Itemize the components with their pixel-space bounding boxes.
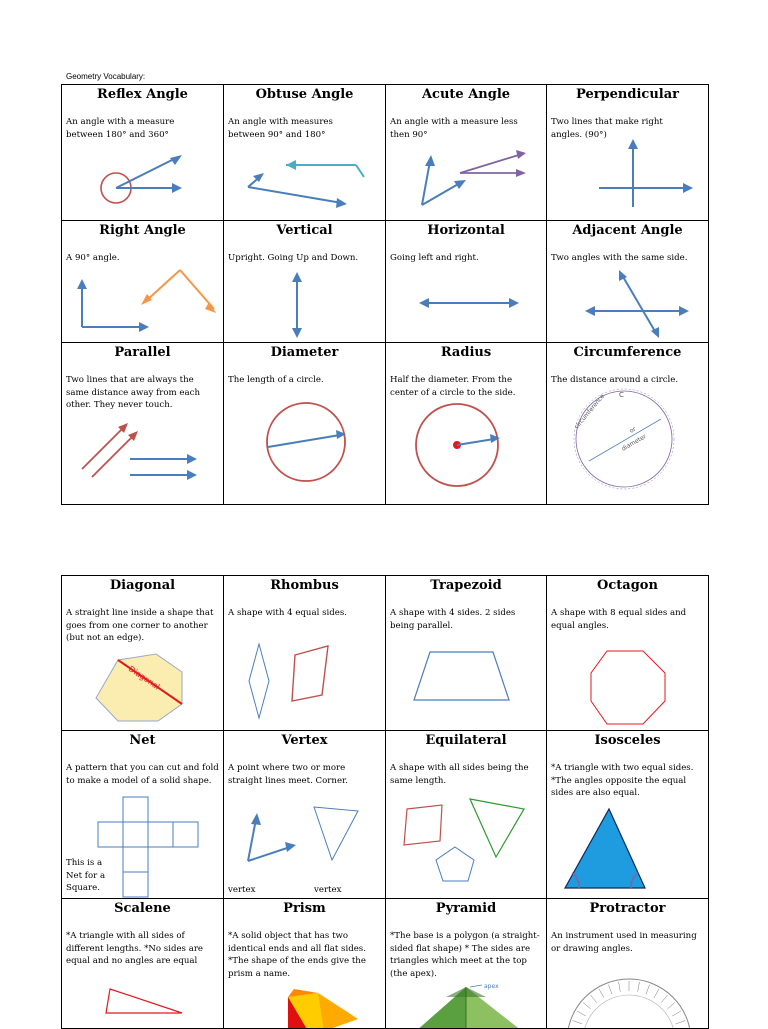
rhombus-figure bbox=[224, 578, 386, 731]
protractor-tick bbox=[638, 982, 640, 992]
pyramid-figure bbox=[386, 901, 547, 1029]
acute-angle-figure bbox=[386, 87, 547, 221]
vertex-figure bbox=[224, 733, 386, 899]
term-title: Octagon bbox=[597, 578, 658, 593]
cell-protractor bbox=[547, 899, 709, 1029]
circ-label-text: circumference bbox=[573, 392, 607, 431]
circumference-figure bbox=[547, 345, 709, 505]
term-title: Net bbox=[129, 733, 156, 748]
cell-circumference bbox=[547, 343, 709, 505]
term-title: Vertical bbox=[276, 223, 333, 238]
term-definition: Half the diameter. From the center of a circle to the side. bbox=[390, 375, 516, 398]
protractor-tick bbox=[599, 989, 604, 998]
term-definition: *A triangle with all sides of different lengths. *No sides are equal and no angles are equal bbox=[66, 931, 204, 966]
cell-perpendicular bbox=[547, 85, 709, 221]
term-definition: *The base is a polygon (a straight-sided flat shape) * The sides are triangles which meet at the top (the apex). bbox=[390, 931, 540, 979]
trapezoid-figure bbox=[386, 578, 547, 731]
term-definition: A shape with 4 equal sides. bbox=[228, 608, 347, 618]
parallel-lines-figure bbox=[62, 345, 224, 505]
circ-c-text: C bbox=[619, 391, 624, 399]
cell-reflex-angle bbox=[62, 85, 224, 221]
term-definition: Two lines that make right angles. (90°) bbox=[551, 117, 663, 140]
vertex-label-2: vertex bbox=[314, 885, 342, 895]
document-label: Geometry Vocabulary: bbox=[66, 72, 146, 81]
term-definition: A shape with all sides being the same length. bbox=[390, 763, 529, 786]
term-definition: A straight line inside a shape that goes from one corner to another (but not an edge). bbox=[66, 608, 214, 643]
vertical-arrow-figure bbox=[224, 223, 386, 343]
cell-prism bbox=[224, 899, 386, 1029]
term-title: Diagonal bbox=[109, 578, 176, 593]
cell-equilateral bbox=[386, 731, 547, 899]
term-title: Circumference bbox=[573, 345, 682, 360]
term-definition: Upright. Going Up and Down. bbox=[228, 253, 359, 263]
term-definition: Two lines that are always the same distance away from each other. They never touch. bbox=[66, 375, 200, 410]
protractor-figure bbox=[547, 901, 709, 1029]
term-title: Scalene bbox=[114, 901, 171, 916]
cell-adjacent-angle bbox=[547, 221, 709, 343]
horizontal-arrow-figure bbox=[386, 223, 547, 343]
vocab-table-1 bbox=[61, 84, 709, 505]
apex-label-text: apex bbox=[484, 983, 499, 990]
protractor-tick bbox=[672, 1011, 681, 1016]
protractor-tick bbox=[619, 982, 621, 992]
reflex-angle-figure bbox=[62, 87, 224, 221]
term-title: Radius bbox=[440, 345, 492, 360]
cell-octagon bbox=[547, 576, 709, 731]
protractor-tick bbox=[590, 995, 596, 1003]
cell-right-angle bbox=[62, 221, 224, 343]
protractor-tick bbox=[577, 1011, 586, 1016]
term-title: Trapezoid bbox=[430, 578, 502, 593]
net-note: This is a Net for a Square. bbox=[66, 858, 106, 893]
term-title: Diameter bbox=[270, 345, 339, 360]
cell-diagonal bbox=[62, 576, 224, 731]
cell-obtuse-angle bbox=[224, 85, 386, 221]
term-title: Right Angle bbox=[99, 223, 186, 238]
adjacent-angle-figure bbox=[547, 223, 709, 343]
protractor-tick bbox=[676, 1020, 685, 1023]
cell-vertex bbox=[224, 731, 386, 899]
circ-diameter-text: diameter bbox=[620, 433, 648, 453]
term-definition: Two angles with the same side. bbox=[551, 253, 688, 263]
term-definition: A pattern that you can cut and fold to make a model of a solid shape. bbox=[66, 763, 219, 786]
cell-isosceles bbox=[547, 731, 709, 899]
cell-acute-angle bbox=[386, 85, 547, 221]
term-definition: An angle with a measure less then 90° bbox=[390, 117, 518, 140]
protractor-tick bbox=[661, 995, 667, 1003]
term-title: Acute Angle bbox=[421, 87, 511, 102]
term-title: Obtuse Angle bbox=[255, 87, 354, 102]
term-definition: An angle with a measure between 180° and 360° bbox=[66, 117, 175, 140]
term-title: Horizontal bbox=[427, 223, 505, 238]
octagon-figure bbox=[547, 578, 709, 731]
scalene-triangle-figure bbox=[62, 901, 224, 1029]
term-definition: A point where two or more straight lines meet. Corner. bbox=[228, 763, 348, 786]
term-title: Isosceles bbox=[594, 733, 661, 748]
cell-pyramid bbox=[386, 899, 547, 1029]
term-definition: *A solid object that has two identical ends and all flat sides. *The shape of the ends give the prism a name. bbox=[228, 931, 366, 979]
cell-horizontal bbox=[386, 221, 547, 343]
term-title: Rhombus bbox=[270, 578, 339, 593]
term-definition: *A triangle with two equal sides. *The angles opposite the equal sides are also equal. bbox=[551, 763, 694, 798]
cell-radius bbox=[386, 343, 547, 505]
prism-figure bbox=[224, 901, 386, 1029]
vertex-label-1: vertex bbox=[228, 885, 256, 895]
protractor-tick bbox=[667, 1002, 675, 1008]
term-definition: The distance around a circle. bbox=[551, 375, 679, 385]
cell-scalene bbox=[62, 899, 224, 1029]
circ-or-text: or bbox=[628, 425, 638, 435]
term-title: Reflex Angle bbox=[97, 87, 188, 102]
obtuse-angle-figure bbox=[224, 87, 386, 221]
term-definition: An angle with measures between 90° and 180° bbox=[228, 117, 333, 140]
vocab-table-2 bbox=[61, 575, 709, 1029]
term-definition: A 90° angle. bbox=[66, 253, 120, 263]
protractor-tick bbox=[573, 1020, 582, 1023]
cell-trapezoid bbox=[386, 576, 547, 731]
term-title: Protractor bbox=[589, 901, 666, 916]
protractor-tick bbox=[646, 985, 649, 994]
protractor-tick bbox=[583, 1002, 591, 1008]
term-definition: A shape with 4 sides. 2 sides being parallel. bbox=[390, 608, 516, 631]
term-title: Parallel bbox=[114, 345, 171, 360]
term-title: Adjacent Angle bbox=[572, 223, 683, 238]
term-title: Prism bbox=[283, 901, 326, 916]
term-definition: Going left and right. bbox=[390, 253, 479, 263]
right-angle-figure bbox=[62, 223, 224, 343]
cell-parallel bbox=[62, 343, 224, 505]
diagonal-label-text: Diagonal bbox=[126, 664, 162, 692]
term-title: Perpendicular bbox=[576, 87, 679, 102]
term-definition: The length of a circle. bbox=[228, 375, 324, 385]
term-title: Vertex bbox=[281, 733, 328, 748]
protractor-tick bbox=[608, 985, 611, 994]
term-title: Equilateral bbox=[425, 733, 507, 748]
equilateral-shapes-figure bbox=[386, 733, 547, 899]
cell-net bbox=[62, 731, 224, 899]
cell-diameter bbox=[224, 343, 386, 505]
term-definition: A shape with 8 equal sides and equal angles. bbox=[551, 608, 687, 631]
cell-rhombus bbox=[224, 576, 386, 731]
term-title: Pyramid bbox=[435, 901, 497, 916]
diagonal-figure bbox=[62, 578, 224, 731]
diameter-figure bbox=[224, 345, 386, 505]
radius-figure bbox=[386, 345, 547, 505]
protractor-tick bbox=[654, 989, 659, 998]
perpendicular-figure bbox=[547, 87, 709, 221]
isosceles-triangle-figure bbox=[547, 733, 709, 899]
term-definition: An instrument used in measuring or drawing angles. bbox=[551, 931, 697, 954]
cell-vertical bbox=[224, 221, 386, 343]
